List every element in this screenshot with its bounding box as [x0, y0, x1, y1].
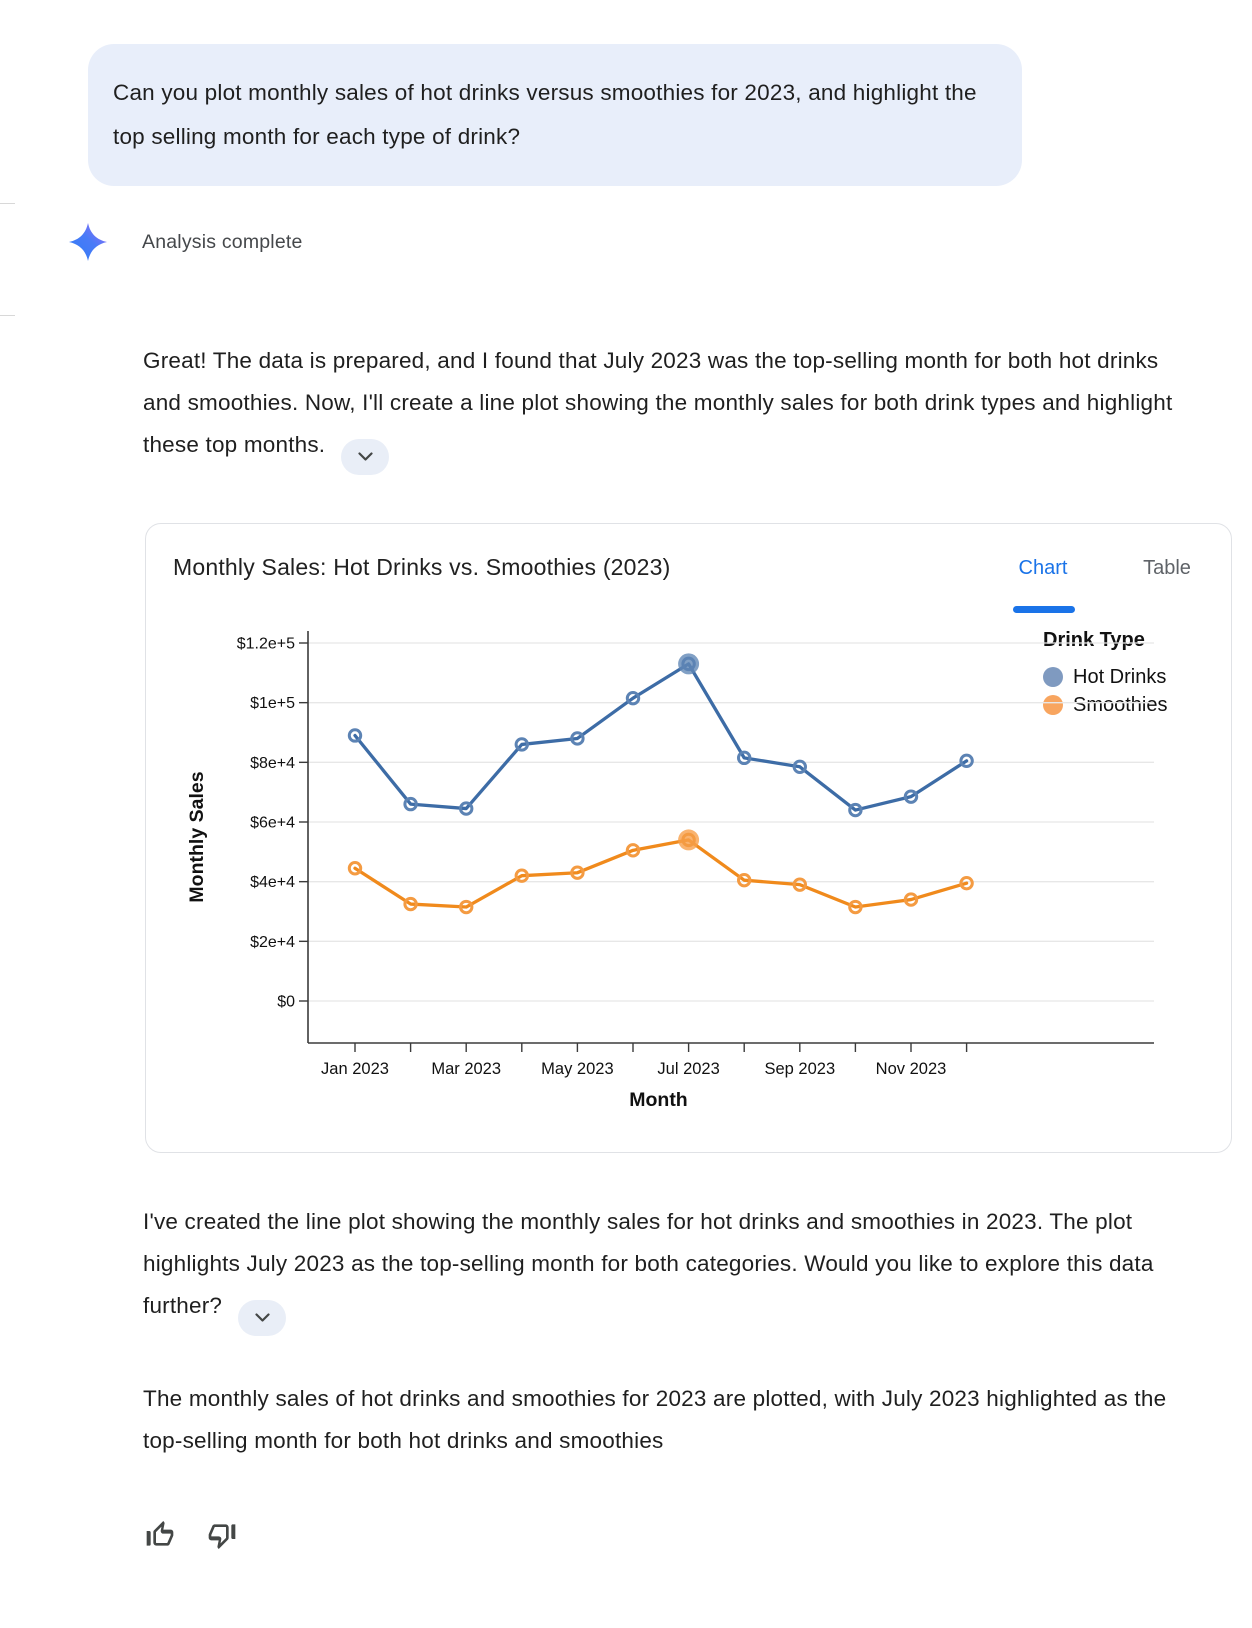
thumb-up-button[interactable] — [137, 1512, 183, 1558]
svg-text:Month: Month — [629, 1089, 688, 1111]
legend-title: Drink Type — [1043, 629, 1145, 651]
chevron-down-icon — [358, 452, 373, 461]
assistant-paragraph-3-text: The monthly sales of hot drinks and smoothies for 2023 are plotted, with July 2023 highlighted as the top-selling month for both hot drinks and smoothies — [143, 1386, 1167, 1453]
svg-text:$4e+4: $4e+4 — [250, 874, 295, 892]
tab-chart[interactable]: Chart — [1018, 557, 1068, 579]
status-row — [68, 222, 303, 262]
status-text: Analysis complete — [142, 230, 303, 253]
tab-table[interactable]: Table — [1143, 557, 1191, 579]
svg-text:Jan 2023: Jan 2023 — [321, 1060, 389, 1078]
left-edge-divider — [0, 315, 15, 316]
assistant-paragraph-2 — [143, 1201, 1188, 1336]
thumb-up-icon — [144, 1519, 176, 1551]
svg-text:Nov 2023: Nov 2023 — [875, 1060, 947, 1078]
user-message-bubble — [88, 44, 1022, 186]
smoothies-legend-label: Smoothies — [1073, 693, 1168, 716]
svg-text:$1e+5: $1e+5 — [250, 695, 295, 713]
svg-text:Monthly Sales: Monthly Sales — [186, 771, 208, 903]
thumb-down-button[interactable] — [199, 1512, 245, 1558]
assistant-paragraph-1-text: Great! The data is prepared, and I found that July 2023 was the top-selling month for both hot drinks and smoothies. Now, I'll create a line plot showing the monthly sales for both drink types and highlight these top months. — [143, 348, 1173, 457]
svg-text:$6e+4: $6e+4 — [250, 814, 295, 832]
line-chart — [146, 584, 1233, 1139]
left-edge-divider — [0, 203, 15, 204]
assistant-paragraph-3 — [143, 1378, 1188, 1462]
hot-drinks-legend-label: Hot Drinks — [1073, 665, 1167, 688]
assistant-paragraph-2-text: I've created the line plot showing the monthly sales for hot drinks and smoothies in 2023. The plot highlights July 2023 as the top-selling month for both categories. Would you like to explore this data further? — [143, 1209, 1154, 1318]
feedback-row — [137, 1512, 245, 1558]
svg-text:May 2023: May 2023 — [541, 1060, 614, 1078]
gemini-sparkle-icon — [68, 222, 108, 262]
svg-text:Jul 2023: Jul 2023 — [657, 1060, 720, 1078]
expand-details-button[interactable] — [341, 439, 389, 475]
user-message-text: Can you plot monthly sales of hot drinks versus smoothies for 2023, and highlight the top selling month for each type of drink? — [113, 80, 977, 149]
svg-text:Sep 2023: Sep 2023 — [764, 1060, 836, 1078]
svg-text:Mar 2023: Mar 2023 — [431, 1060, 502, 1078]
svg-text:$2e+4: $2e+4 — [250, 933, 295, 951]
svg-text:$0: $0 — [277, 993, 295, 1011]
chart-card — [145, 523, 1232, 1153]
svg-text:$1.2e+5: $1.2e+5 — [236, 635, 295, 653]
chevron-down-icon — [255, 1313, 270, 1322]
expand-details-button[interactable] — [238, 1300, 286, 1336]
thumb-down-icon — [206, 1519, 238, 1551]
chart-card-title: Monthly Sales: Hot Drinks vs. Smoothies (2023) — [173, 554, 671, 580]
svg-text:$8e+4: $8e+4 — [250, 754, 295, 772]
assistant-paragraph-1 — [143, 340, 1188, 475]
